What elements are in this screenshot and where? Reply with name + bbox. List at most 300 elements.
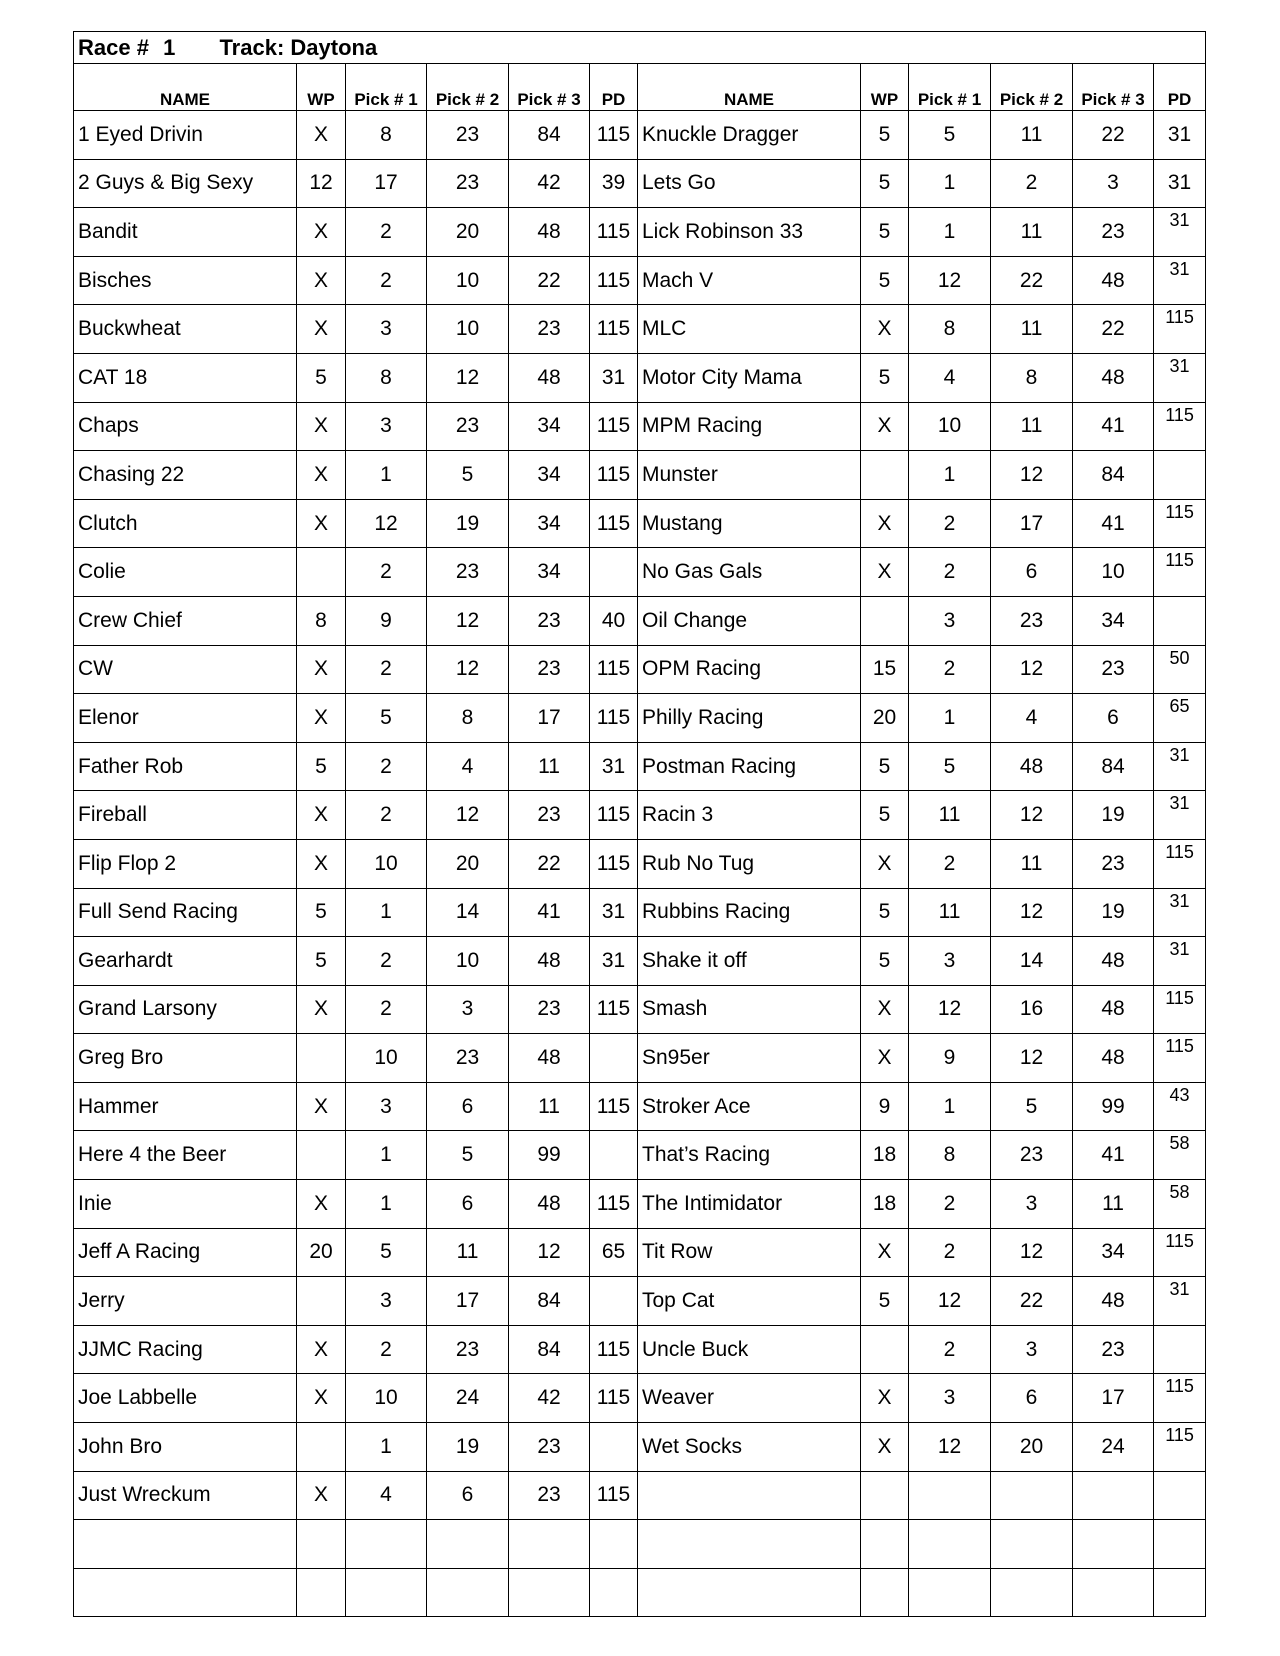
table-row [74,1325,1206,1374]
pick2-cell-left [427,1520,509,1569]
name-cell-right: The Intimidator [638,1180,861,1229]
name-cell-right: Tit Row [638,1228,861,1277]
pick1-cell-left: 10 [346,1034,427,1083]
pick2-cell-right: 22 [991,256,1073,305]
wp-cell-left [297,1568,346,1617]
pick1-cell-right: 3 [909,937,991,986]
pick1-cell-right: 1 [909,159,991,208]
name-cell-left: Inie [74,1180,297,1229]
pick1-cell-right: 1 [909,694,991,743]
pick1-cell-right: 5 [909,111,991,160]
name-cell-left: Bisches [74,256,297,305]
pick1-cell-left: 2 [346,548,427,597]
pick2-cell-left: 19 [427,499,509,548]
name-cell-left: Chasing 22 [74,451,297,500]
wp-cell-left: X [297,451,346,500]
pd-cell-left: 31 [590,353,638,402]
name-cell-left: 1 Eyed Drivin [74,111,297,160]
pd-cell-left: 115 [590,402,638,451]
name-cell-right: OPM Racing [638,645,861,694]
pick1-cell-right: 12 [909,1277,991,1326]
pd-value: 31 [1169,744,1190,765]
wp-cell-left: X [297,694,346,743]
pick3-cell-left: 11 [509,742,590,791]
pick3-cell-right: 23 [1073,839,1154,888]
pd-cell-left: 115 [590,451,638,500]
pick3-cell-right: 41 [1073,499,1154,548]
pd-cell-left [590,1423,638,1472]
pick2-cell-right: 12 [991,645,1073,694]
wp-cell-right: 5 [861,208,909,257]
pd-cell-left: 115 [590,985,638,1034]
pd-cell-left: 115 [590,1325,638,1374]
wp-cell-left: X [297,985,346,1034]
pick1-cell-left: 2 [346,791,427,840]
pick3-cell-left [509,1520,590,1569]
wp-cell-right: X [861,305,909,354]
pd-value: 58 [1169,1133,1190,1154]
name-cell-left: Chaps [74,402,297,451]
pd-value: 31 [1169,890,1190,911]
pick3-cell-right: 23 [1073,645,1154,694]
pick1-cell-left: 1 [346,1131,427,1180]
pick1-cell-right [909,1471,991,1520]
table-row [74,256,1206,305]
pick2-cell-right: 12 [991,1034,1073,1083]
table-row [74,888,1206,937]
wp-cell-right: X [861,1228,909,1277]
pick3-cell-left: 23 [509,1471,590,1520]
wp-cell-left: X [297,402,346,451]
pick1-cell-left: 5 [346,1228,427,1277]
pd-value: 115 [1165,1230,1194,1251]
pick1-cell-left: 3 [346,1277,427,1326]
pd-cell-right [1154,402,1206,451]
wp-cell-left: X [297,839,346,888]
pick1-cell-left: 2 [346,208,427,257]
pick3-cell-right: 48 [1073,353,1154,402]
name-cell-left: Joe Labbelle [74,1374,297,1423]
wp-cell-left: X [297,1374,346,1423]
wp-cell-right: 5 [861,256,909,305]
table-row [74,937,1206,986]
table-row [74,596,1206,645]
race-sheet [73,31,1205,1617]
name-header-right: NAME [638,64,861,111]
name-cell-right: Oil Change [638,596,861,645]
wp-cell-right: X [861,499,909,548]
table-row [74,1423,1206,1472]
pick3-cell-right: 11 [1073,1180,1154,1229]
wp-cell-left: X [297,645,346,694]
pick3-cell-right: 34 [1073,596,1154,645]
wp-cell-left: X [297,1471,346,1520]
pd-cell-left [590,1568,638,1617]
table-row [74,742,1206,791]
pick3-cell-left: 23 [509,596,590,645]
pd-value: 31 [1169,355,1190,376]
table-row [74,159,1206,208]
pick1-cell-left: 4 [346,1471,427,1520]
pd-value: 115 [1165,501,1194,522]
pd-cell-left: 115 [590,839,638,888]
pd-cell-right [1154,596,1206,645]
pick1-cell-left [346,1520,427,1569]
wp-cell-right: 15 [861,645,909,694]
pd-cell-left: 115 [590,791,638,840]
pd-value: 115 [1165,1425,1194,1446]
pick1-cell-right: 4 [909,353,991,402]
name-cell-right: Uncle Buck [638,1325,861,1374]
pd-value: 31 [1169,210,1190,231]
pick1-cell-right: 2 [909,839,991,888]
pd-cell-left: 115 [590,1180,638,1229]
pd-cell-left: 115 [590,499,638,548]
table-row [74,1568,1206,1617]
table-row [74,645,1206,694]
pick2-cell-left: 20 [427,208,509,257]
pick1-cell-right: 2 [909,499,991,548]
name-cell-right: Knuckle Dragger [638,111,861,160]
pick3-cell-left: 48 [509,1180,590,1229]
pick3-cell-left: 34 [509,499,590,548]
wp-cell-right [861,1325,909,1374]
pick1-cell-left: 10 [346,839,427,888]
wp-cell-left [297,1277,346,1326]
wp-cell-right [861,451,909,500]
pick3-cell-left: 23 [509,645,590,694]
pick2-cell-left: 12 [427,353,509,402]
name-cell-right: Munster [638,451,861,500]
pd-value: 31 [1169,793,1190,814]
pick1-cell-right: 3 [909,1374,991,1423]
pick3-cell-right: 34 [1073,1228,1154,1277]
pick1-cell-left: 1 [346,1423,427,1472]
pick2-cell-right: 22 [991,1277,1073,1326]
pick1-cell-left: 1 [346,1180,427,1229]
wp-cell-right [861,596,909,645]
pd-value: 65 [1169,696,1190,717]
wp-cell-left [297,1131,346,1180]
name-cell-left: Greg Bro [74,1034,297,1083]
wp-cell-left: X [297,111,346,160]
name-cell-right: Lick Robinson 33 [638,208,861,257]
pick1-cell-right: 11 [909,791,991,840]
name-cell-right: Philly Racing [638,694,861,743]
name-cell-right [638,1471,861,1520]
name-cell-right: Weaver [638,1374,861,1423]
wp-cell-left [297,1034,346,1083]
name-cell-left: Jeff A Racing [74,1228,297,1277]
pick3-cell-left: 84 [509,1277,590,1326]
pick3-cell-left: 12 [509,1228,590,1277]
pick2-cell-left: 23 [427,159,509,208]
pick1-cell-right: 2 [909,1180,991,1229]
wp-cell-right: X [861,985,909,1034]
wp-header-left: WP [297,64,346,111]
name-cell-left: CW [74,645,297,694]
table-row [74,1131,1206,1180]
pick2-cell-left: 12 [427,791,509,840]
pd-cell-right [1154,742,1206,791]
pd-cell-left: 115 [590,645,638,694]
pd-cell-left: 31 [590,888,638,937]
pd-cell-left: 115 [590,111,638,160]
pick3-cell-right: 41 [1073,1131,1154,1180]
name-cell-left [74,1520,297,1569]
pick2-cell-right: 6 [991,1374,1073,1423]
pd-cell-right [1154,305,1206,354]
pick3-cell-left: 42 [509,1374,590,1423]
pd-value: 115 [1165,404,1194,425]
name-cell-left: Full Send Racing [74,888,297,937]
name-cell-right: Stroker Ace [638,1082,861,1131]
name-cell-right: Racin 3 [638,791,861,840]
pick2-cell-left: 3 [427,985,509,1034]
pick2-cell-left: 5 [427,451,509,500]
name-cell-right: Top Cat [638,1277,861,1326]
table-row [74,499,1206,548]
pd-cell-right [1154,791,1206,840]
wp-cell-left [297,548,346,597]
pick2-cell-left: 10 [427,937,509,986]
wp-cell-right [861,1520,909,1569]
pick2-cell-left: 12 [427,596,509,645]
pick2-cell-right: 5 [991,1082,1073,1131]
name-cell-left: Fireball [74,791,297,840]
name-cell-right: Mustang [638,499,861,548]
wp-cell-left: 5 [297,937,346,986]
pick3-cell-right: 10 [1073,548,1154,597]
pick1-cell-left: 2 [346,1325,427,1374]
table-row [74,694,1206,743]
pd-cell-left [590,1034,638,1083]
pick1-cell-left: 2 [346,256,427,305]
wp-cell-right: 5 [861,353,909,402]
pick2-cell-left: 11 [427,1228,509,1277]
pick2-cell-right: 12 [991,888,1073,937]
pick3-cell-right: 19 [1073,791,1154,840]
wp-cell-right: X [861,1423,909,1472]
name-cell-right: Lets Go [638,159,861,208]
wp-cell-right: X [861,548,909,597]
pd-cell-right [1154,1180,1206,1229]
pick3-cell-left: 34 [509,451,590,500]
pick2-cell-right: 2 [991,159,1073,208]
pick1-cell-left: 1 [346,888,427,937]
name-cell-left: John Bro [74,1423,297,1472]
name-cell-left: Jerry [74,1277,297,1326]
pd-cell-left: 39 [590,159,638,208]
pick1-cell-right: 8 [909,1131,991,1180]
pick2-cell-right: 14 [991,937,1073,986]
pick3-cell-right [1073,1520,1154,1569]
pick1-cell-left: 12 [346,499,427,548]
pd-cell-right [1154,451,1206,500]
name-cell-left: Flip Flop 2 [74,839,297,888]
pd-value: 115 [1165,841,1194,862]
pd-cell-right [1154,645,1206,694]
pick2-cell-right: 3 [991,1325,1073,1374]
name-cell-right: Wet Socks [638,1423,861,1472]
pick2-cell-left: 12 [427,645,509,694]
table-row [74,1374,1206,1423]
pd-value: 115 [1165,307,1194,328]
table-row [74,353,1206,402]
pick2-cell-left: 4 [427,742,509,791]
pick2-cell-left: 23 [427,1034,509,1083]
pick2-cell-left: 8 [427,694,509,743]
pick2-cell-left: 23 [427,111,509,160]
pick1-cell-right: 8 [909,305,991,354]
pd-value: 31 [1169,258,1190,279]
pick2-cell-left: 23 [427,402,509,451]
pick3-cell-right: 48 [1073,256,1154,305]
name-cell-left: Father Rob [74,742,297,791]
wp-cell-right: 5 [861,888,909,937]
pd-value: 58 [1169,1182,1190,1203]
wp-cell-left [297,1423,346,1472]
race-number: 1 [163,34,176,60]
name-cell-left: CAT 18 [74,353,297,402]
wp-cell-left: 20 [297,1228,346,1277]
pick2-cell-left: 10 [427,305,509,354]
pick2-cell-left: 23 [427,1325,509,1374]
pick3-cell-left: 17 [509,694,590,743]
race-picks-table [73,31,1206,1617]
pd-cell-right [1154,256,1206,305]
pd-cell-right [1154,839,1206,888]
pick2-cell-right: 17 [991,499,1073,548]
pick3-cell-right: 22 [1073,111,1154,160]
pick3-cell-right: 41 [1073,402,1154,451]
pd-cell-left [590,1131,638,1180]
name-cell-left: Bandit [74,208,297,257]
race-label: Race # [78,34,149,60]
pick2-cell-left: 19 [427,1423,509,1472]
wp-cell-left: 5 [297,742,346,791]
wp-cell-right: 20 [861,694,909,743]
pick2-cell-right: 11 [991,839,1073,888]
name-header-left: NAME [74,64,297,111]
pick3-header-left: Pick # 3 [509,64,590,111]
table-row [74,1228,1206,1277]
pick3-cell-left: 84 [509,1325,590,1374]
name-cell-left: Gearhardt [74,937,297,986]
pd-cell-left: 115 [590,1082,638,1131]
name-cell-right: Postman Racing [638,742,861,791]
pick1-cell-left: 2 [346,645,427,694]
pick2-header-right: Pick # 2 [991,64,1073,111]
table-row [74,548,1206,597]
table-row [74,1277,1206,1326]
name-cell-left: Crew Chief [74,596,297,645]
pd-value: 50 [1169,647,1190,668]
name-cell-right: Shake it off [638,937,861,986]
pd-value: 115 [1165,1376,1194,1397]
pick2-cell-right: 16 [991,985,1073,1034]
track-name: Daytona [290,34,378,60]
pick3-cell-left: 22 [509,839,590,888]
pd-cell-right [1154,1325,1206,1374]
name-cell-right: Smash [638,985,861,1034]
pick1-cell-left: 5 [346,694,427,743]
wp-cell-left [297,1520,346,1569]
pick3-cell-right: 84 [1073,742,1154,791]
pick3-cell-left [509,1568,590,1617]
table-row [74,1034,1206,1083]
wp-cell-right: X [861,1034,909,1083]
table-row [74,1180,1206,1229]
table-row [74,1520,1206,1569]
pd-cell-right [1154,1423,1206,1472]
wp-cell-right: 5 [861,159,909,208]
pick1-cell-left: 9 [346,596,427,645]
pick2-cell-right: 23 [991,1131,1073,1180]
pd-cell-right [1154,1277,1206,1326]
pd-cell-left: 31 [590,742,638,791]
track-label: Track: [219,34,285,60]
pick3-cell-right: 48 [1073,937,1154,986]
pick3-cell-left: 11 [509,1082,590,1131]
column-header-row [74,64,1206,111]
pick1-cell-left: 2 [346,937,427,986]
pick3-cell-left: 48 [509,353,590,402]
pick3-cell-right: 84 [1073,451,1154,500]
pd-cell-left [590,548,638,597]
pd-header-left: PD [590,64,638,111]
pick2-cell-right [991,1568,1073,1617]
pd-cell-left: 115 [590,1471,638,1520]
name-cell-right: Sn95er [638,1034,861,1083]
table-row [74,451,1206,500]
race-title [74,32,1206,64]
pick2-cell-right: 20 [991,1423,1073,1472]
pd-cell-left [590,1520,638,1569]
pick3-cell-left: 23 [509,791,590,840]
pick3-cell-left: 41 [509,888,590,937]
wp-cell-right: 5 [861,937,909,986]
pick3-cell-right: 48 [1073,1277,1154,1326]
name-cell-right [638,1568,861,1617]
pd-cell-right [1154,1471,1206,1520]
pd-cell-right [1154,1228,1206,1277]
pick2-cell-left: 10 [427,256,509,305]
pick3-cell-left: 48 [509,937,590,986]
pick3-cell-right: 48 [1073,985,1154,1034]
pick3-cell-right: 22 [1073,305,1154,354]
pd-cell-right [1154,1374,1206,1423]
pick2-cell-right: 3 [991,1180,1073,1229]
name-cell-left [74,1568,297,1617]
pick3-cell-right: 23 [1073,208,1154,257]
pick1-cell-right: 2 [909,645,991,694]
pick2-cell-left: 14 [427,888,509,937]
pick3-cell-left: 42 [509,159,590,208]
pick1-cell-right [909,1568,991,1617]
pick3-cell-right: 19 [1073,888,1154,937]
table-row [74,402,1206,451]
pick3-cell-right: 17 [1073,1374,1154,1423]
pick2-cell-left: 6 [427,1180,509,1229]
pick3-cell-left: 48 [509,1034,590,1083]
wp-cell-left: X [297,791,346,840]
wp-cell-left: X [297,1180,346,1229]
pick2-cell-right: 8 [991,353,1073,402]
pick2-cell-left: 17 [427,1277,509,1326]
name-cell-left: Clutch [74,499,297,548]
pd-cell-right [1154,1131,1206,1180]
